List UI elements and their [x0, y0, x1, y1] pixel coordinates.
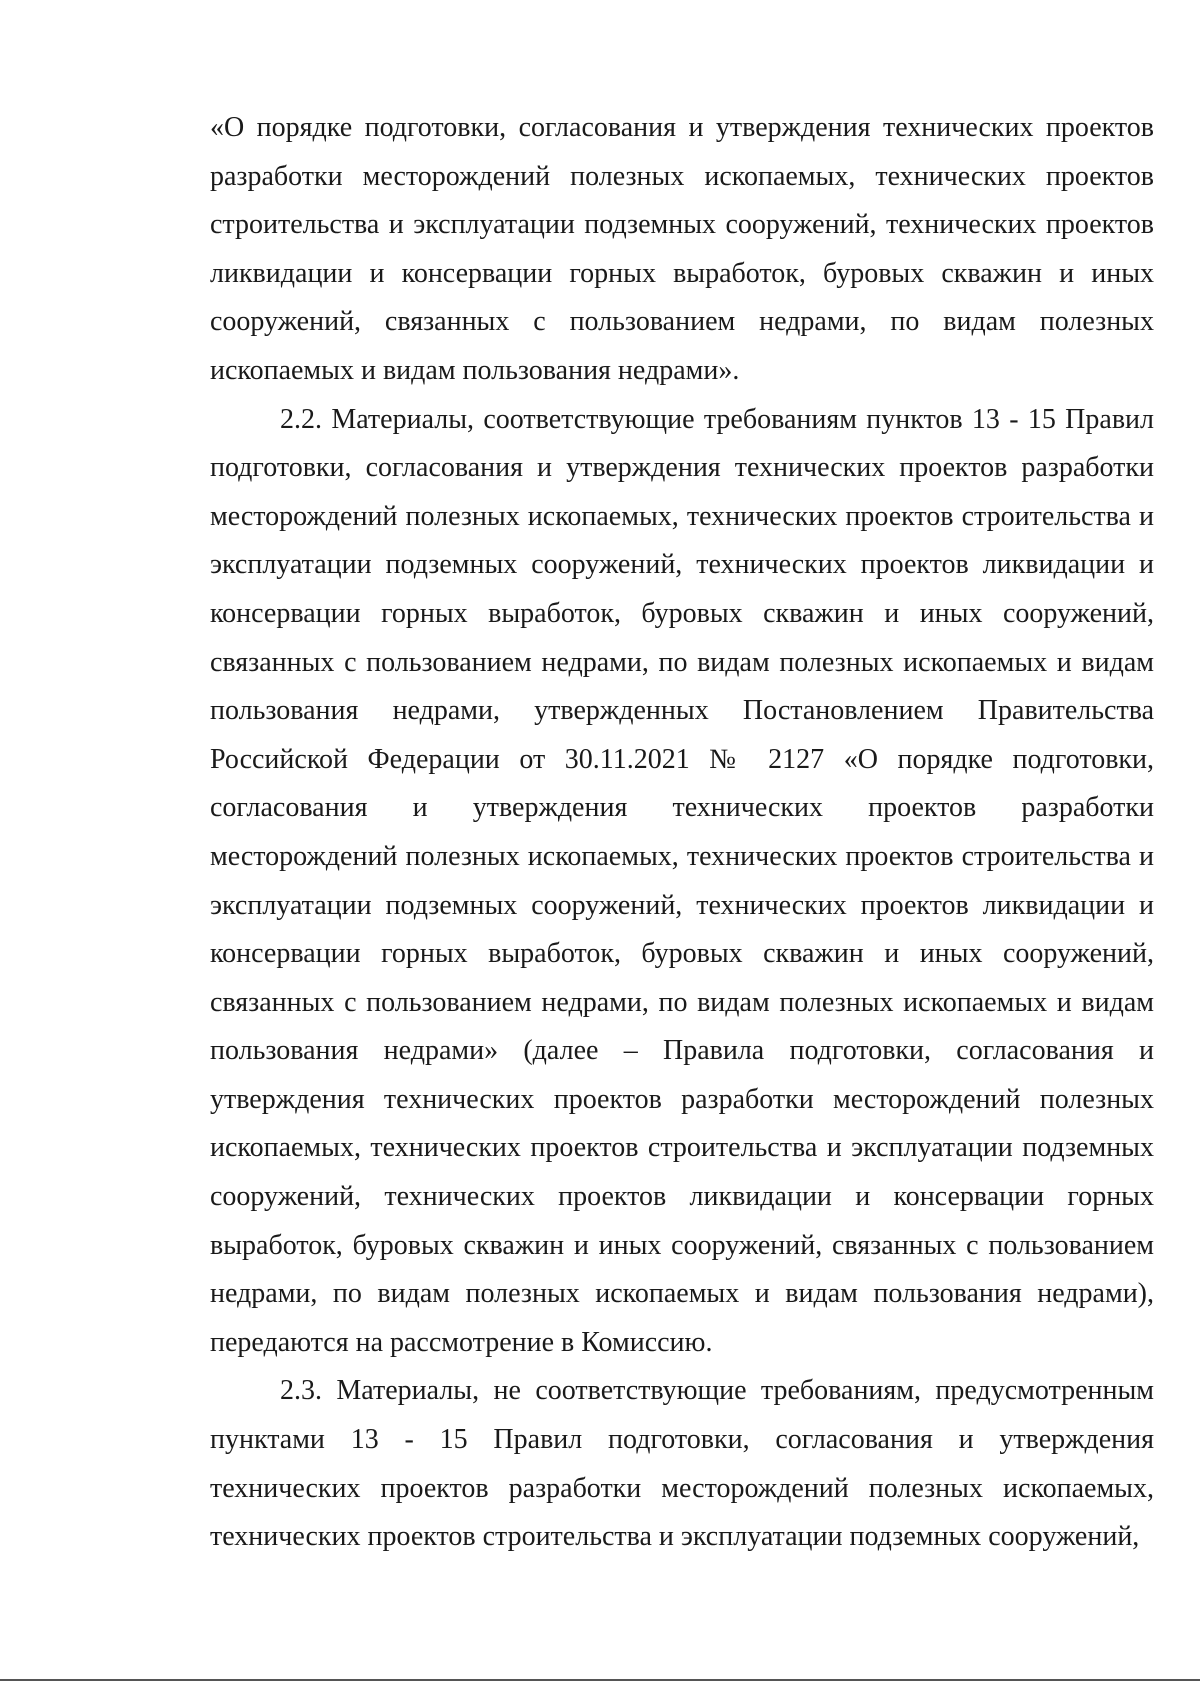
paragraph-2-2: 2.2. Материалы, соответствующие требованиям пунктов 13 - 15 Правил подготовки, согласования и утверждения технических проектов разработки месторождений полезных ископаемых, технических проектов строительства и эксплуатации подземных сооружений, технических проектов ликвидации и консервации горных выработок, буровых скважин и иных сооружений, связанных с пользованием недрами, по видам полезных ископаемых и видам пользования недрами, утвержденных Постановлением Правительства Российской Федерации от 30.11.2021 № 2127 «О порядке подготовки, согласования и утверждения технических проектов разработки месторождений полезных ископаемых, технических проектов строительства и эксплуатации подземных сооружений, технических проектов ликвидации и консервации горных выработок, буровых скважин и иных сооружений, связанных с пользованием недрами, по видам полезных ископаемых и видам пользования недрами» (далее – Правила подготовки, согласования и утверждения технических проектов разработки месторождений полезных ископаемых, технических проектов строительства и эксплуатации подземных сооружений, технических проектов ликвидации и консервации горных выработок, буровых скважин и иных сооружений, связанных с пользованием недрами, по видам полезных ископаемых и видам пользования недрами), передаются на рассмотрение в Комиссию.	[210, 403, 1154, 1358]
paragraph-2-3: 2.3. Материалы, не соответствующие требованиям, предусмотренным пунктами 13 - 15 Правил подготовки, согласования и утверждения технических проектов разработки месторождений полезных ископаемых, технических проектов строительства и эксплуатации подземных сооружений,	[210, 1375, 1154, 1553]
paragraph-continuation: «О порядке подготовки, согласования и утверждения технических проектов разработки месторождений полезных ископаемых, технических проектов строительства и эксплуатации подземных сооружений, технических проектов ликвидации и консервации горных выработок, буровых скважин и иных сооружений, связанных с пользованием недрами, по видам полезных ископаемых и видам пользования недрами».	[210, 112, 1154, 386]
document-body	[210, 104, 1154, 1562]
page-bottom-edge	[0, 1679, 1200, 1681]
